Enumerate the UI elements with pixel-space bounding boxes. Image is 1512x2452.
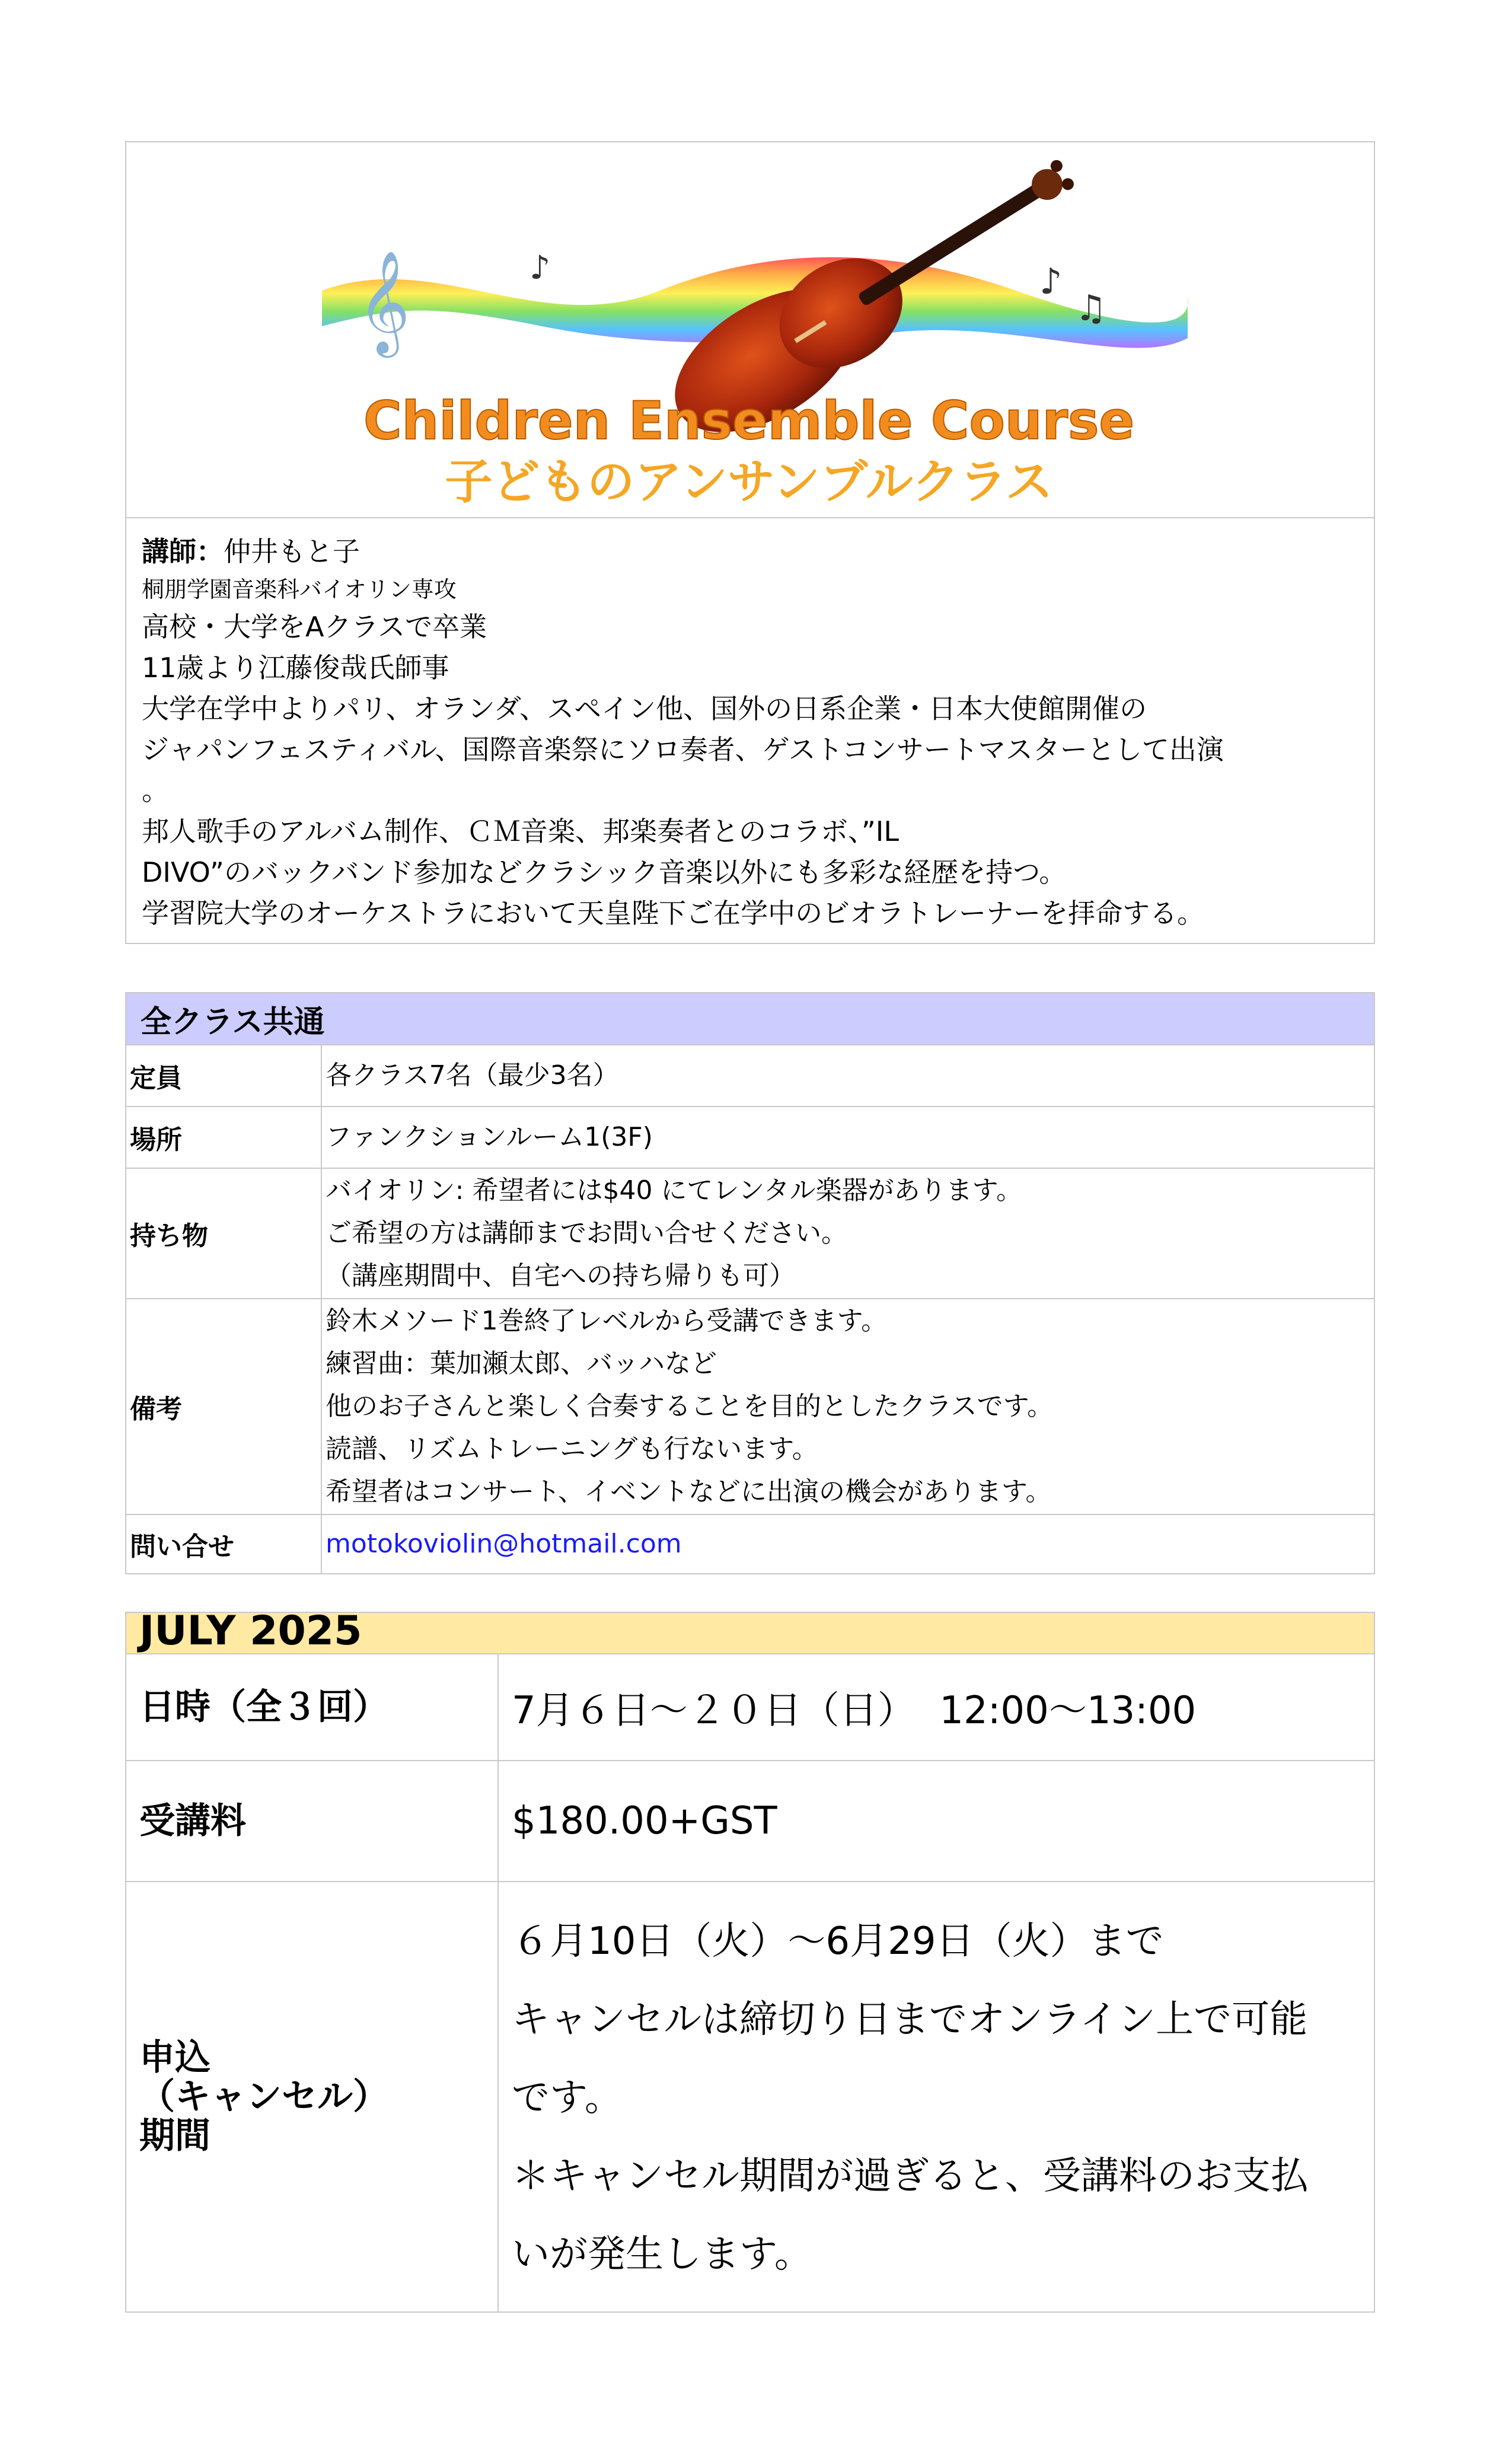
capacity-label: 定員 <box>126 1045 321 1107</box>
violin-rainbow-logo <box>126 142 1374 517</box>
items-line: バイオリン: 希望者には$40 にてレンタル楽器があります。 <box>326 1175 1023 1206</box>
bio-line: DIVO”のバックバンド参加などクラシック音楽以外にも多彩な経歴を持つ。 <box>142 856 1067 888</box>
capacity-text: 各クラス7名（最少3名） <box>326 1060 619 1091</box>
common-heading: 全クラス共通 <box>126 993 1374 1045</box>
table-row <box>126 1107 1374 1168</box>
table-row <box>126 1761 1374 1882</box>
apply-value <box>498 1882 1374 2312</box>
treble-clef-icon: 𝄞 <box>358 250 410 353</box>
table-row <box>126 1882 1374 2312</box>
contact-email-link[interactable]: motokoviolin@hotmail.com <box>326 1529 682 1559</box>
course-banner <box>126 142 1374 518</box>
date-value: 7月６日～２０日（日） 12:00～13:00 <box>498 1654 1374 1761</box>
instructor-name-line <box>142 531 1358 572</box>
fee-value: $180.00+GST <box>498 1761 1374 1882</box>
common-info-section <box>125 992 1375 1574</box>
location-text: ファンクションルーム1(3F) <box>326 1122 653 1152</box>
bio-line: ジャパンフェスティバル、国際音楽祭にソロ奏者、ゲストコンサートマスターとして出演 <box>142 734 1224 766</box>
banner-title-ja: 子どものアンサンブルクラス <box>445 454 1053 509</box>
banner-title-en: Children Ensemble Course <box>363 390 1135 451</box>
notes-line: 他のお子さんと楽しく合奏することを目的としたクラスです。 <box>326 1391 1054 1421</box>
notes-line: 希望者はコンサート、イベントなどに出演の機会があります。 <box>326 1477 1052 1507</box>
instructor-name: 仲井もと子 <box>224 535 360 567</box>
schedule-table <box>125 1608 1375 2313</box>
table-row <box>126 1168 1374 1299</box>
table-row <box>126 1299 1374 1514</box>
location-label: 場所 <box>126 1107 321 1168</box>
music-note-icon: ♪ <box>529 248 551 286</box>
schedule-section <box>125 1608 1375 2313</box>
bio-line: 。 <box>142 774 169 806</box>
music-note-icon: ♪ <box>1039 261 1063 302</box>
notes-label: 備考 <box>126 1299 321 1514</box>
contact-label: 問い合せ <box>126 1514 321 1574</box>
schedule-heading: JULY 2025 <box>126 1612 1374 1654</box>
notes-line: 鈴木メソード1巻終了レベルから受講できます。 <box>326 1306 888 1336</box>
apply-line: ＊キャンセル期間が過ぎると、受講料のお支払 <box>512 2154 1309 2198</box>
instructor-label: 講師： <box>142 535 224 567</box>
apply-label <box>126 1882 498 2312</box>
common-info-table <box>125 992 1375 1574</box>
music-note-icon: ♫ <box>1075 288 1107 329</box>
bio-line: 邦人歌手のアルバム制作、ＣＭ音楽、邦楽奏者とのコラボ、”IL <box>142 815 899 847</box>
apply-line: いが発生します。 <box>512 2233 812 2276</box>
capacity-value <box>321 1045 1374 1107</box>
apply-line: ６月10日（火）～6月29日（火）まで <box>512 1919 1164 1963</box>
bio-line: 桐朋学園音楽科バイオリン専攻 <box>142 576 457 602</box>
date-label: 日時（全３回） <box>126 1654 498 1761</box>
instructor-bio <box>126 518 1374 943</box>
apply-label-line: 期間 <box>139 2115 210 2157</box>
items-line: ご希望の方は講師までお問い合せください。 <box>326 1218 847 1248</box>
notes-line: 読譜、リズムトレーニングも行ないます。 <box>326 1434 818 1464</box>
items-value <box>321 1168 1374 1299</box>
contact-value <box>321 1514 1374 1574</box>
notes-value <box>321 1299 1374 1514</box>
table-row <box>126 1045 1374 1107</box>
bio-line: 11歳より江藤俊哉氏師事 <box>142 652 449 684</box>
items-label: 持ち物 <box>126 1168 321 1299</box>
fee-label: 受講料 <box>126 1761 498 1882</box>
table-row <box>126 1514 1374 1574</box>
table-row <box>126 1654 1374 1761</box>
apply-line: キャンセルは締切り日までオンライン上で可能 <box>512 1998 1308 2042</box>
bio-line: 学習院大学のオーケストラにおいて天皇陛下ご在学中のビオラトレーナーを拝命する。 <box>142 897 1205 929</box>
bio-line: 大学在学中よりパリ、オランダ、スペイン他、国外の日系企業・日本大使館開催の <box>142 693 1147 725</box>
apply-label-line: 申込 <box>139 2037 210 2078</box>
location-value <box>321 1107 1374 1168</box>
instructor-section <box>125 141 1375 944</box>
notes-line: 練習曲：葉加瀬太郎、バッハなど <box>326 1348 717 1379</box>
bio-line: 高校・大学をAクラスで卒業 <box>142 611 487 643</box>
items-line: （講座期間中、自宅への持ち帰りも可） <box>326 1261 795 1291</box>
apply-label-line: （キャンセル） <box>139 2076 388 2118</box>
apply-line: です。 <box>512 2076 623 2120</box>
